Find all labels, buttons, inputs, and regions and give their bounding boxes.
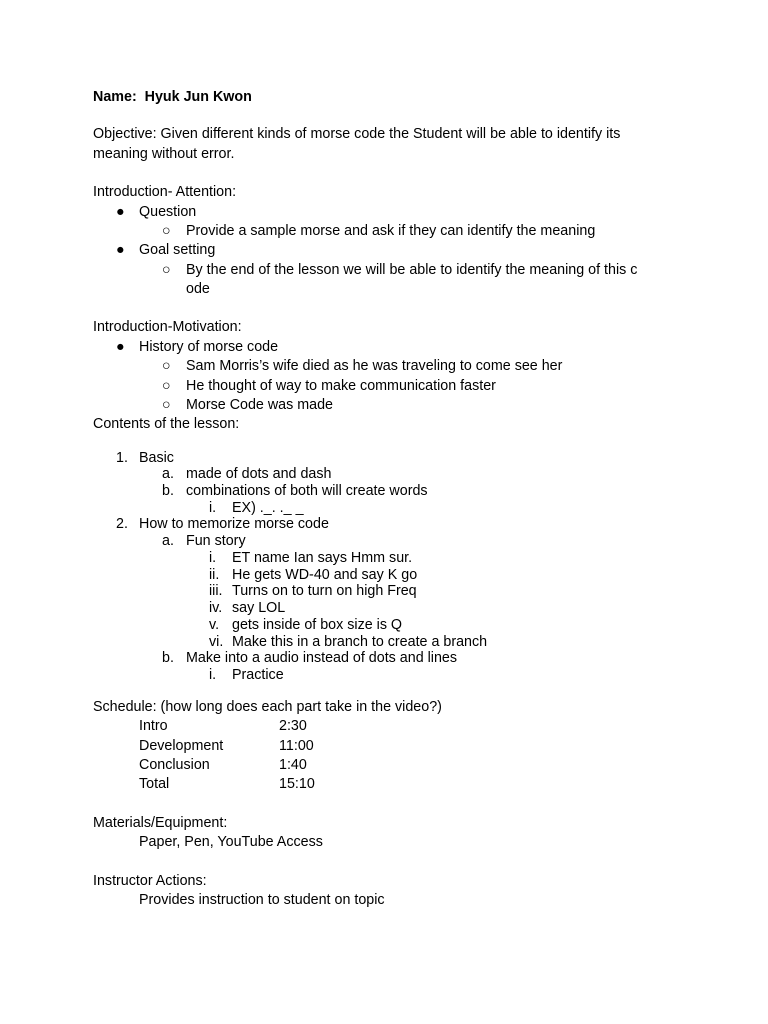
list-roman: iv.: [209, 600, 223, 616]
intro-attention-sub-2-line-2: ode: [186, 281, 210, 297]
intro-attention-sub-2-line-1: By the end of the lesson we will be able to identify the meaning of this c: [186, 262, 638, 278]
story-item: ET name Ian says Hmm sur.: [232, 550, 413, 566]
intro-motivation-sub-1: Sam Morris’s wife died as he was traveling to come see her: [186, 358, 563, 374]
list-roman: vi.: [209, 634, 224, 650]
instructor-text: Provides instruction to student on topic: [139, 892, 385, 908]
schedule-label: Development: [139, 738, 224, 754]
schedule-label: Conclusion: [139, 757, 210, 773]
list-number: 2.: [116, 516, 128, 532]
schedule-time: 1:40: [279, 757, 307, 773]
schedule-time: 2:30: [279, 718, 307, 734]
contents-item-1b: combinations of both will create words: [186, 483, 428, 499]
instructor-heading: Instructor Actions:: [93, 873, 207, 889]
contents-heading: Contents of the lesson:: [93, 416, 240, 432]
story-item: say LOL: [232, 600, 286, 616]
circle-bullet-icon: ○: [162, 378, 171, 394]
name-label: Name:: [93, 89, 137, 105]
list-roman: v.: [209, 617, 220, 633]
intro-motivation-sub-2: He thought of way to make communication faster: [186, 378, 496, 394]
objective-line-1: Objective: Given different kinds of morse code the Student will be able to identify its: [93, 126, 621, 142]
list-roman: iii.: [209, 583, 223, 599]
list-roman: i.: [209, 500, 217, 516]
intro-attention-sub-1: Provide a sample morse and ask if they can identify the meaning: [186, 223, 596, 239]
list-roman: ii.: [209, 567, 220, 583]
name-value: Hyuk Jun Kwon: [144, 89, 252, 105]
materials-heading: Materials/Equipment:: [93, 815, 228, 831]
story-item: Turns on to turn on high Freq: [232, 583, 417, 599]
circle-bullet-icon: ○: [162, 262, 171, 278]
bullet-icon: ●: [116, 204, 125, 220]
list-number: 1.: [116, 450, 128, 466]
list-letter: b.: [162, 483, 174, 499]
intro-motivation-bullet-1: History of morse code: [139, 339, 279, 355]
schedule-time: 15:10: [279, 776, 315, 792]
list-roman: i.: [209, 550, 217, 566]
objective-line-2: meaning without error.: [93, 146, 235, 162]
intro-attention-heading: Introduction- Attention:: [93, 184, 237, 200]
contents-item-1a: made of dots and dash: [186, 466, 332, 482]
list-letter: b.: [162, 650, 174, 666]
schedule-label: Total: [139, 776, 170, 792]
story-item: gets inside of box size is Q: [232, 617, 403, 633]
list-letter: a.: [162, 533, 174, 549]
circle-bullet-icon: ○: [162, 358, 171, 374]
story-item: He gets WD-40 and say K go: [232, 567, 418, 583]
bullet-icon: ●: [116, 339, 125, 355]
intro-attention-bullet-2: Goal setting: [139, 242, 216, 258]
list-roman: i.: [209, 667, 217, 683]
intro-motivation-sub-3: Morse Code was made: [186, 397, 334, 413]
contents-item-1: Basic: [139, 450, 174, 466]
bullet-icon: ●: [116, 242, 125, 258]
contents-item-2a: Fun story: [186, 533, 246, 549]
contents-item-1b-i: EX) ._. ._ _: [232, 500, 304, 516]
intro-motivation-heading: Introduction-Motivation:: [93, 319, 242, 335]
contents-item-2b: Make into a audio instead of dots and lines: [186, 650, 458, 666]
schedule-label: Intro: [139, 718, 168, 734]
circle-bullet-icon: ○: [162, 397, 171, 413]
story-item: Make this in a branch to create a branch: [232, 634, 488, 650]
contents-item-2: How to memorize morse code: [139, 516, 329, 532]
materials-text: Paper, Pen, YouTube Access: [139, 834, 323, 850]
intro-attention-bullet-1: Question: [139, 204, 197, 220]
name-line: [93, 88, 252, 106]
schedule-time: 11:00: [279, 738, 314, 754]
schedule-heading: Schedule: (how long does each part take in the video?): [93, 699, 442, 715]
circle-bullet-icon: ○: [162, 223, 171, 239]
contents-item-2b-i: Practice: [232, 667, 284, 683]
list-letter: a.: [162, 466, 174, 482]
